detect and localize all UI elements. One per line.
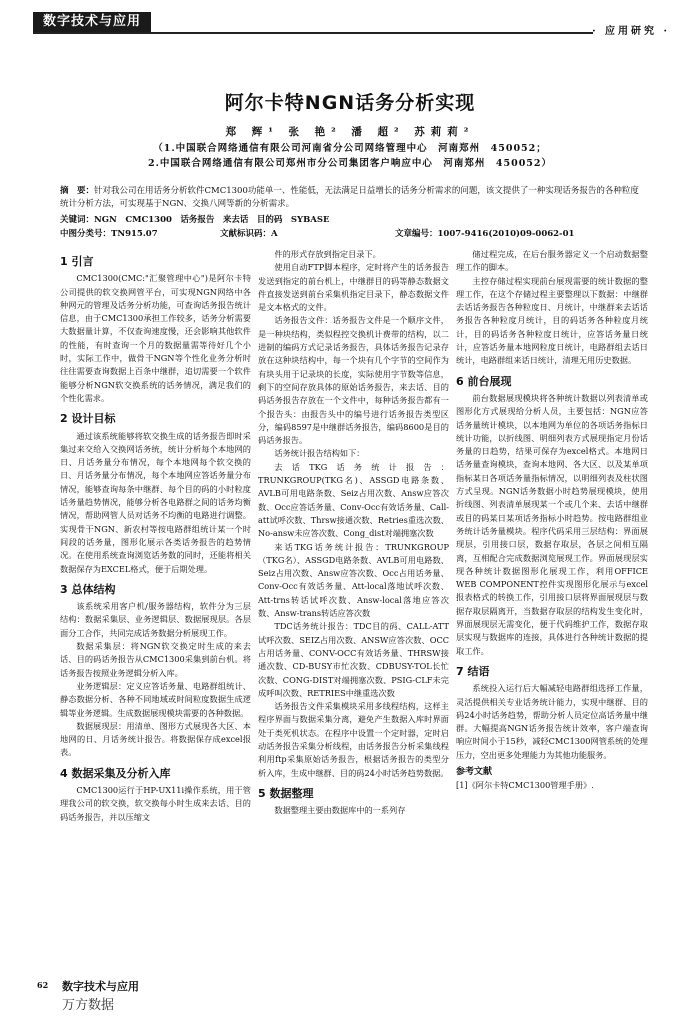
journal-name: 数字技术与应用: [62, 980, 139, 993]
paragraph: 使用自动FTP脚本程序，定时将产生的话务报告发送到指定的前台机上，中继群目的码等静态数据文件直接发送到前台采集机指定目录下，静态数据文件是文本格式的文件。: [258, 262, 449, 313]
paragraph: 前台数据展现模块将各种统计数据以列表清单或图形化方式展现给分析人员，主要包括：NGN应答话务量统计模块，以本地网为单位的各项话务指标日统计功能，以折线图、明细列表方式展现指定月份话务量的日趋势，结果可保存为excel格式。本地网日话务量查询模块，查询本地网、各大区、以及某单项指标某日各项话务量指标情况，以明细列表及柱状图方式呈现。NGN话务数据小时趋势展现模块，使用折线图、列表清单展现某一个或几个来、去话中继群或目的码某日某项话务指标小时趋势。按电路群组业务统计话务量模块。程序代码采用三层结构：界面展现层，引用接口层，数据存取层，各层之间相互隔离，互相配合完成数据浏览展现工作。界面展现层实现各种统计数据图形化展现工作，利用OFFICE WEB COMPONENT控件实现图形化展示与excel报表格式的转换工作，引用接口层将界面展现层与数据存取层隔离开，当数据存取层的结构发生变化时，界面展现层无需变化，便于代码维护工作，数据存取层实现与数据库的连接，具体进行各种统计数据的提取工作。: [456, 392, 648, 656]
paragraph: CMC1300运行于HP-UX11i操作系统，用于管理我公司的软交换，软交换每小时生成来去话、目的码话务报告，并以压缩文: [60, 784, 251, 822]
text-column-2: [258, 248, 449, 817]
column-label: · 应用研究 ·: [592, 26, 670, 37]
affiliation-2: 2.中国联合网络通信有限公司郑州市分公司集团客户响应中心 河南郑州 450052）: [147, 158, 553, 169]
watermark: 万方数据: [62, 998, 115, 1013]
section-heading: 6 前台展现: [456, 374, 512, 388]
keywords: [60, 213, 640, 225]
paragraph: 数据整理主要由数据库中的一系列存: [274, 805, 406, 816]
clc-number: 中图分类号：TN915.07: [60, 229, 158, 239]
keywords-label: 关键词：: [60, 215, 95, 225]
section-heading: 7 结语: [456, 664, 490, 678]
paragraph: 通过该系统能够将软交换生成的话务报告即时采集过来交给入交换网话务统，统计分析每个本地网的日、月话务量分布情况，每个本地网每个软交换的日、月话务量分布情况，每个本地网应答话务量分布情况，能够查询每条中继群、每个目的码的小时粒度话务量趋势情况，能够分析各电路群之间的话务均衡情况，帮助网管人员对话务不均衡的电路进行调整。实现骨干NGN、新农村等按电路群组统计某一个时间段的话务量，图形化展示各类话务报告的趋势情况。在使用系统查询浏览话务数的同时，还能将相关数据保存为EXCEL格式，便于后期处理。: [60, 430, 251, 574]
header-rule: [33, 32, 593, 34]
section-label: 数字技术与应用: [33, 12, 151, 32]
abstract: [60, 185, 640, 211]
paragraph: 数据展现层：用清单、图形方式展现各大区、本地网的日、月话务统计报告。将数据保存成excel报表。: [60, 720, 251, 758]
abstract-text: 针对我公司在用话务分析软件CMC1300功能单一、性能低，无法满足日益增长的话务分析需求的问题，该文提供了一种实现话务报告的各种粒度统计分析方法，可实现基于NGN、交换八网等新的分析需求。: [60, 186, 639, 209]
section-heading: 3 总体结构: [60, 582, 116, 596]
references: [456, 766, 648, 793]
authors: 郑 辉¹ 张 艳² 潘 超² 苏莉莉²: [225, 126, 475, 138]
keywords-text: NGN CMC1300 话务报告 来去话 目的码 SYBASE: [94, 215, 330, 225]
paragraph: 话务报告文件：话务报告文件是一个顺序文件，是一种块结构，类似程控交换机计费带的结构，以二进制的编码方式记录话务报告，具体话务报告记录存放在这种块结构中，每一个块有几个字节的空间作为有块头用于记录块的长度，实际使用字节数等信息，剩下的空间存放具体的原始话务报告，来去话、目的码话务报告存放在一个文件中，每种话务报告都有一个报告头：由报告头中的编号进行话务报告类型区分，编码8597是中继群话务报告，编码8600是目的码话务报告。: [258, 315, 449, 446]
affiliation-1: （1.中国联合网络通信有限公司河南省分公司网络管理中心 河南郑州 450052；: [153, 143, 547, 154]
reference-item: [1]《阿尔卡特CMC1300管理手册》.: [456, 780, 594, 791]
doc-code: 文献标识码：A: [220, 229, 278, 239]
page-number: 62: [37, 980, 49, 990]
paragraph: 来话TKG话务统计报告：TRUNKGROUP（TKG名）、ASSGD电路条数、AVLB可用电路数、Seiz占用次数、Answ应答次数、Occ占用话务量、Conv-Occ有效话务量、Att-local落地试呼次数、Att-trns转话试呼次数、Answ-local落地应答次数、Answ-trans转话应答次数: [258, 541, 449, 619]
paragraph: 件的形式存放到指定目录下。: [274, 249, 381, 259]
paragraph: 去话TKG话务统计报告：TRUNKGROUP(TKG名)、ASSGD电路条数、AVLB可用电路条数、Seiz占用次数、Answ应答次数、Occ应答话务量、Conv-Occ有效话务量、Call-att试呼次数、Thrsw接通次数、Retries重选次数、No-answ未应答次数、Cong_dist对端拥塞次数: [258, 461, 449, 539]
article-title: 阿尔卡特NGN话务分析实现: [224, 92, 476, 114]
section-heading: 4 数据采集及分析入库: [60, 766, 171, 780]
paragraph: 业务逻辑层：定义应答话务量、电路群组统计、静态数据分析、各种不同地域或时间粒度数据生成逻辑等业务逻辑。生成数据展现模块需要的各种数据。: [60, 680, 251, 718]
text-column-1: [60, 248, 251, 824]
paragraph: TDC话务统计报告：TDC目的码、CALL-ATT试呼次数、SEIZ占用次数、ANSW应答次数、OCC占用话务量、CONV-OCC有效话务量、THRSW接通次数、CD-BUSY市忙次数、CDBUSY-TOL长忙次数、CONG-DIST对端拥塞次数、PSIG-CLF未完成呼叫次数、RETRIES中继重选次数: [258, 621, 449, 698]
section-heading: 1 引言: [60, 255, 94, 268]
text-column-3: [456, 248, 648, 793]
abstract-label: 摘 要：: [60, 186, 95, 196]
paragraph: 储过程完成，在后台服务器定义一个启动数据整理工作的脚本。: [456, 249, 648, 273]
paragraph: 话务报告文件采集模块采用多线程结构，这样主程序界面与数据采集分离，避免产生数据入库时界面处于类死机状态。在程序中设置一个定时器，定时启动话务报告采集分析线程，由话务报告分析采集线程利用ftp采集原始话务报告，根据话务报告的类型分析入库，生成中继群、目的码24小时话务趋势数据。: [258, 701, 449, 778]
paragraph: 主控存储过程实现前台展现需要的统计数据的整理工作，在这个存储过程主要整理以下数据：中继群去话话务报告各种粒度日、月统计，中继群来去话话务报告各种粒度月统计，目的码话务各种粒度月统计，目的码话务各种粒度日统计，应答话务量日统计，应答话务量本地网粒度日统计，电路群组去话日统计，电路群组来话日统计，清理无用历史数据。: [456, 275, 648, 366]
paragraph: 话务统计报告结构如下：: [274, 448, 365, 459]
paragraph: 系统投入运行后大幅减轻电路群组选择工作量，灵活提供相关专业话务统计能力，实现中继群、目的码24小时话务趋势，帮助分析人员定位高话务量中继群。大幅提高NGN话务报告统计效率，客户端查询响应时间小于15秒，减轻CMC1300网管系统的处理压力，空出更多处理能力为其他功能服务。: [456, 683, 648, 760]
paragraph: 数据采集层：将NGN软交换定时生成的来去话、目的码话务报告从CMC1300采集到前台机。将话务报告按照业务逻辑分析入库。: [60, 641, 251, 678]
article-number: 文章编号：1007-9416(2010)09-0062-01: [395, 229, 575, 239]
section-heading: 2 设计目标: [60, 412, 116, 426]
section-heading: 5 数据整理: [258, 786, 314, 800]
references-heading: 参考文献: [456, 766, 493, 777]
paragraph: 该系统采用客户机/服务器结构，软件分为三层结构：数据采集层、业务逻辑层、数据展现层。各层面分工合作，共同完成话务数据分析展现工作。: [60, 601, 251, 638]
paragraph: CMC1300(CMC:"汇聚管理中心")是阿尔卡特公司提供的软交换网管平台，可实现NGN网络中各种网元的管理及话务分析功能，可查询话务报告统计信息，由于CMC1300承担工作较多，话务分析需要大数据量计算，不仅查询速度慢，还会影响其他软件的性能，有时查询一个月的数据量需等待好几个小时，实际工作中，做骨干NGN等个性化业务分析时往往需要查询数据上百条中继群，追切需要一个软件能够分析NGN软交换系统的话务情况，满足我们的个性化需求。: [60, 273, 251, 403]
